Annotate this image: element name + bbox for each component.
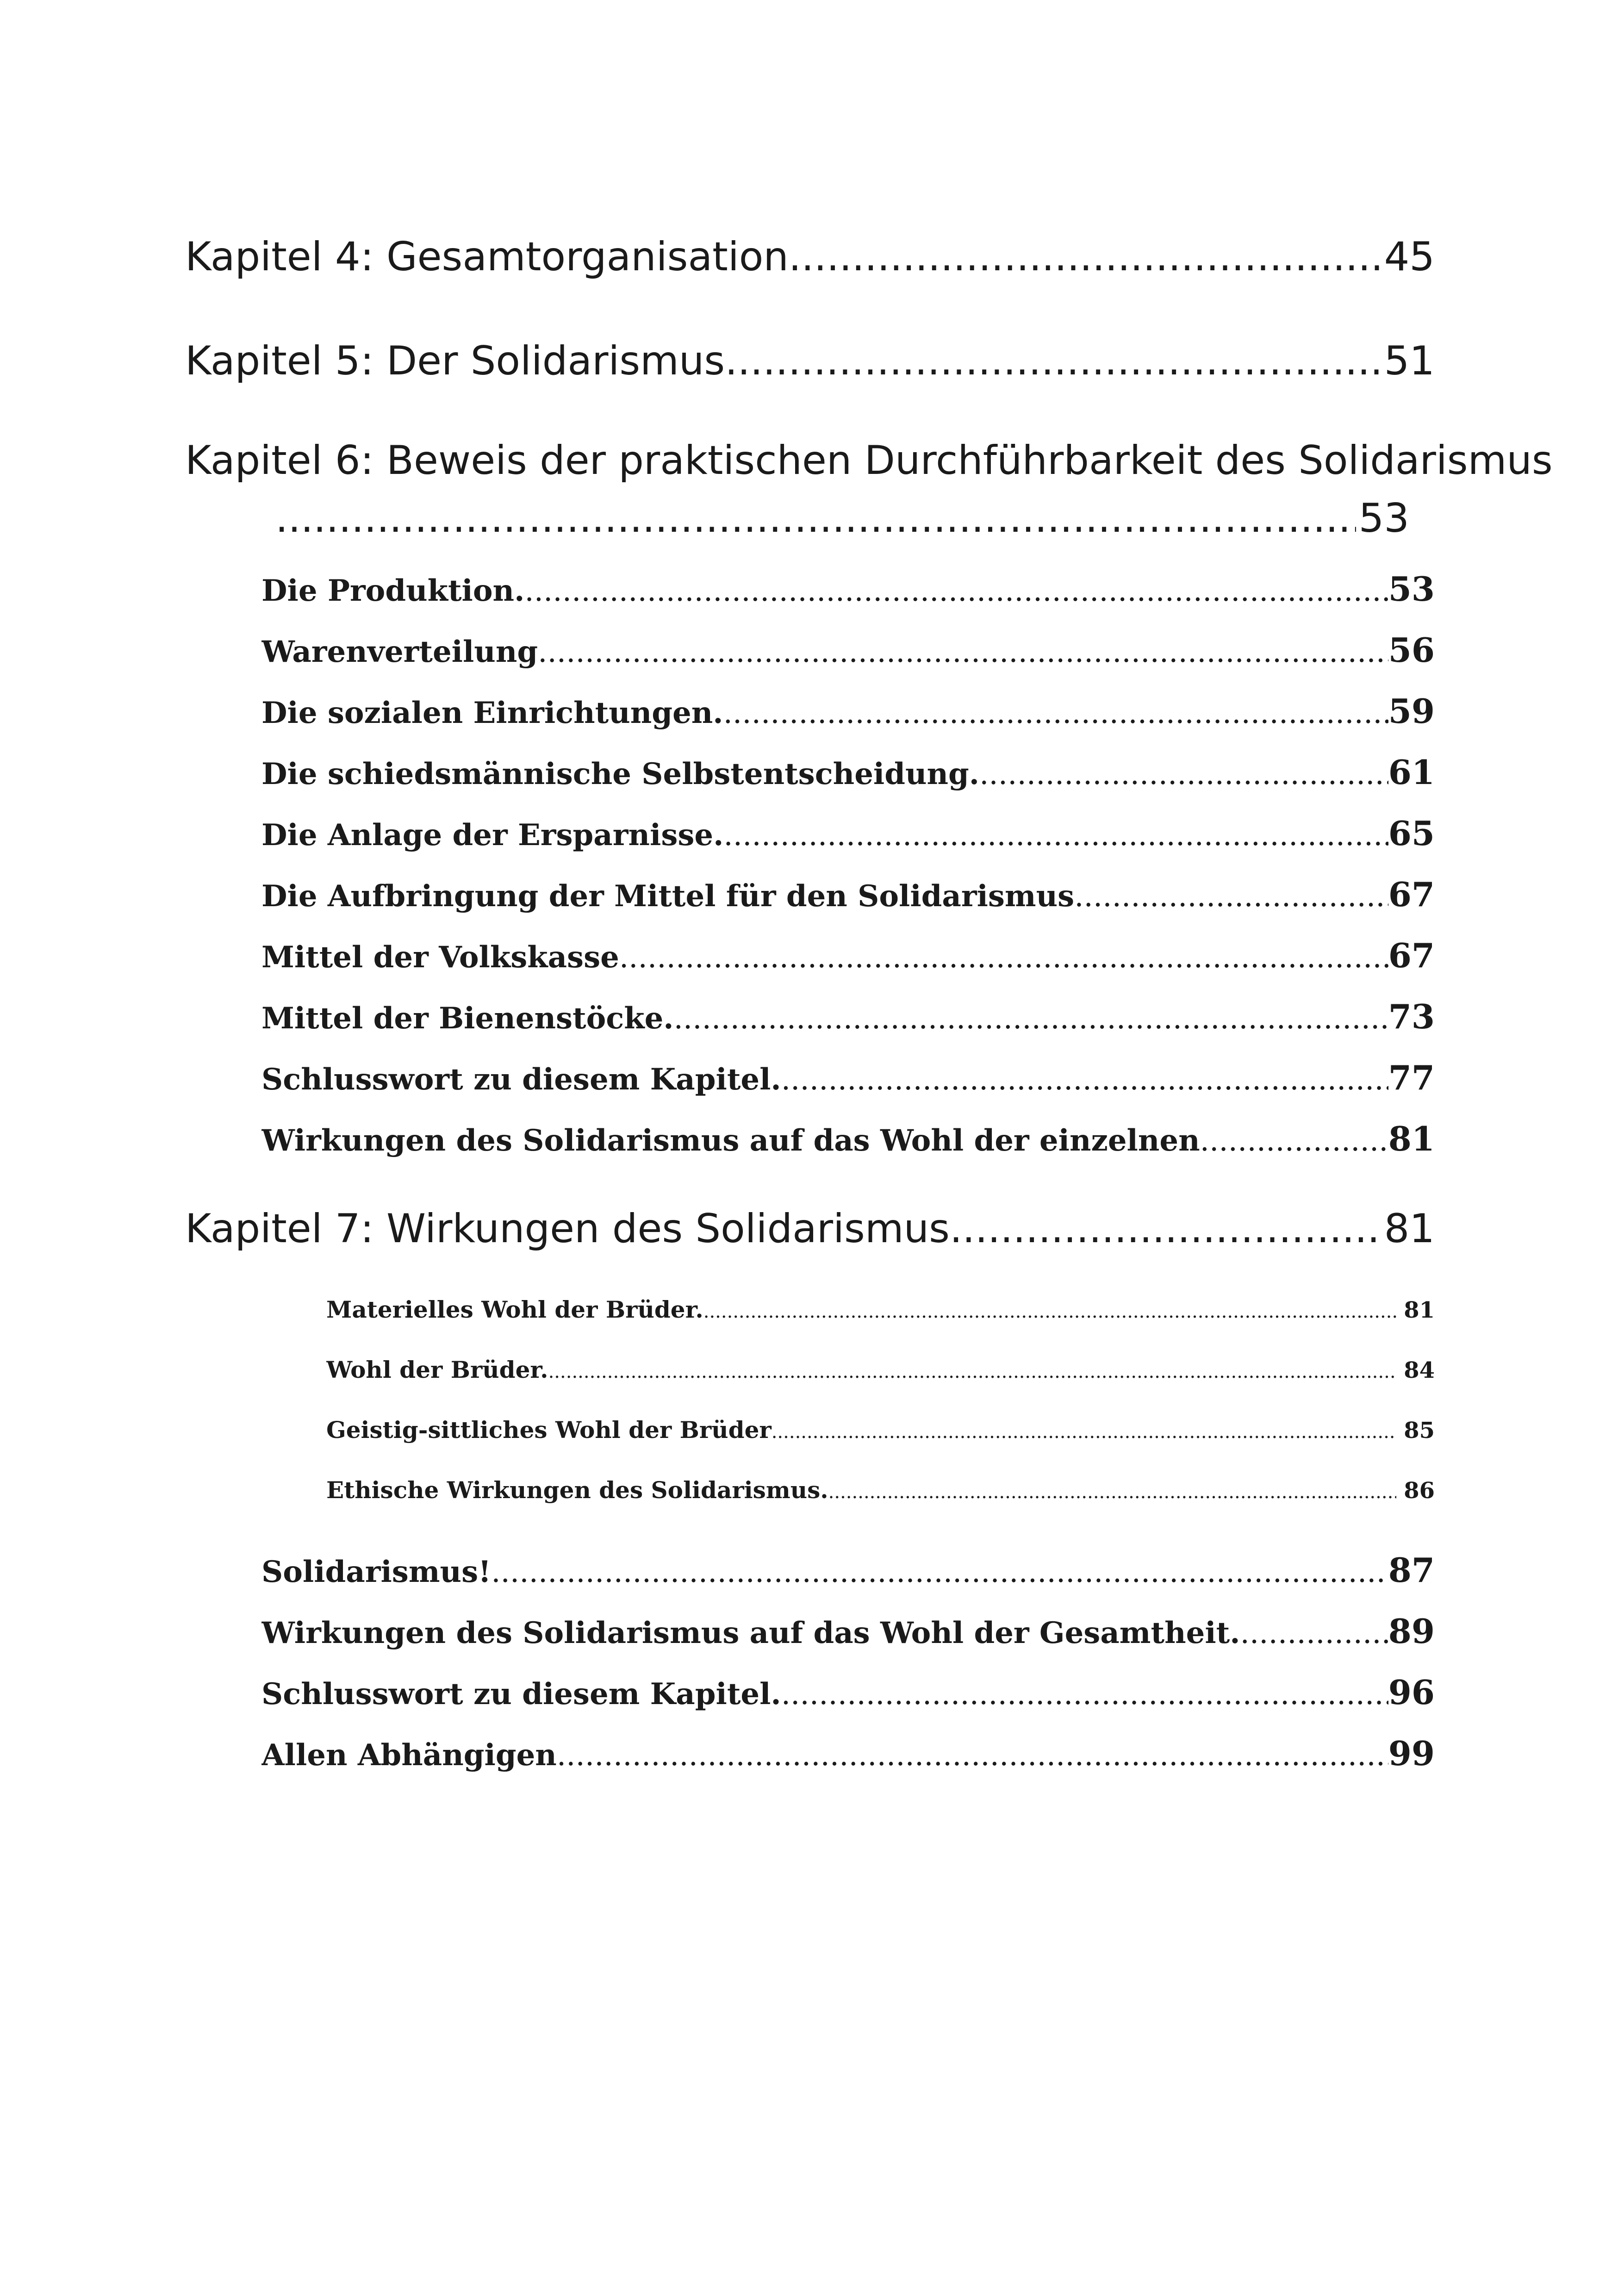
toc-section-page: 99 (1388, 1734, 1435, 1773)
dot-leader (491, 1555, 1388, 1589)
toc-entry-kapitel-6-title[interactable]: Kapitel 6: Beweis der praktischen Durchführbarkeit des Solidarismus (185, 437, 1553, 484)
toc-section-page: 96 (1388, 1673, 1435, 1712)
toc-section-page: 59 (1388, 691, 1435, 731)
toc-section-page: 87 (1388, 1550, 1435, 1590)
dot-leader (723, 696, 1388, 730)
toc-section-page: 77 (1388, 1058, 1435, 1097)
toc-section-page: 73 (1388, 997, 1435, 1036)
toc-section[interactable] (261, 1612, 1435, 1651)
dot-leader (950, 1206, 1382, 1252)
toc-section-title: Die schiedsmännische Selbstentscheidung. (261, 757, 980, 791)
toc-section-page: 53 (1388, 569, 1435, 609)
toc-section-title: Wirkungen des Solidarismus auf das Wohl der Gesamtheit. (261, 1616, 1240, 1650)
toc-section-title: Die sozialen Einrichtungen. (261, 696, 723, 730)
dot-leader (738, 338, 1382, 384)
toc-section[interactable] (261, 1550, 1435, 1590)
dot-leader (275, 495, 1356, 541)
toc-entry-kapitel-7[interactable] (185, 1206, 1435, 1252)
dot-leader (781, 1677, 1388, 1711)
toc-section-title: Wirkungen des Solidarismus auf das Wohl der einzelnen (261, 1123, 1200, 1158)
toc-section-page: 81 (1388, 1119, 1435, 1158)
dot-leader (674, 1002, 1388, 1036)
toc-section[interactable] (261, 630, 1435, 670)
toc-section[interactable] (261, 997, 1435, 1036)
toc-subsection-page: 81 (1404, 1297, 1435, 1323)
dot-leader (772, 1421, 1396, 1443)
toc-section-title: Mittel der Bienenstöcke. (261, 1001, 674, 1036)
toc-section[interactable] (261, 1058, 1435, 1097)
toc-section-title: Die Anlage der Ersparnisse. (261, 818, 724, 852)
dot-leader (1074, 879, 1388, 914)
toc-subsection[interactable] (326, 1476, 1435, 1504)
toc-section[interactable] (261, 1673, 1435, 1712)
toc-entry-kapitel-6[interactable] (275, 495, 1409, 541)
toc-subsection-page: 86 (1404, 1478, 1435, 1504)
toc-subsection-title: Geistig-sittliches Wohl der Brüder (326, 1416, 772, 1444)
dot-leader (781, 1063, 1388, 1097)
toc-section-title: Solidarismus! (261, 1555, 492, 1589)
dot-leader (828, 1481, 1397, 1503)
toc-section-title: Allen Abhängigen (261, 1738, 557, 1773)
toc-subsection-title: Wohl der Brüder. (326, 1356, 548, 1383)
toc-section-title: Schlusswort zu diesem Kapitel. (261, 1677, 781, 1711)
toc-entry-title: Kapitel 4: Gesamtorganisation (185, 234, 789, 280)
toc-section-title: Die Aufbringung der Mittel für den Solidarismus (261, 879, 1075, 914)
toc-section-page: 56 (1388, 630, 1435, 670)
toc-section[interactable] (261, 569, 1435, 609)
toc-section-page: 89 (1388, 1612, 1435, 1651)
toc-entry-page: 51 (1384, 338, 1435, 384)
dot-leader (557, 1738, 1388, 1773)
dot-leader (703, 1301, 1396, 1322)
toc-section-page: 65 (1388, 814, 1435, 853)
toc-section-title: Schlusswort zu diesem Kapitel. (261, 1062, 781, 1097)
toc-subsection[interactable] (326, 1296, 1435, 1323)
dot-leader (538, 635, 1388, 669)
toc-section-page: 67 (1388, 875, 1435, 914)
toc-subsection[interactable] (326, 1416, 1435, 1444)
toc-subsection-title: Materielles Wohl der Brüder. (326, 1296, 703, 1323)
toc-section-title: Warenverteilung (261, 635, 538, 669)
dot-leader (619, 940, 1388, 975)
dot-leader (524, 574, 1388, 608)
toc-subsection-page: 85 (1404, 1418, 1435, 1444)
toc-entry-title: Kapitel 7: Wirkungen des Solidarismus (185, 1206, 950, 1252)
toc-section-page: 67 (1388, 936, 1435, 975)
dot-leader (1200, 1124, 1388, 1158)
dot-leader (548, 1361, 1397, 1382)
toc-section[interactable] (261, 1734, 1435, 1773)
toc-subsection[interactable] (326, 1356, 1435, 1383)
toc-section-title: Mittel der Volkskasse (261, 940, 619, 975)
toc-section-page: 61 (1388, 753, 1435, 792)
toc-entry-page: 53 (1358, 495, 1409, 541)
toc-entry-title: Kapitel 5: Der Solidarismus. (185, 338, 738, 384)
toc-section-title: Die Produktion. (261, 573, 525, 608)
toc-section[interactable] (261, 753, 1435, 792)
dot-leader (1240, 1616, 1388, 1650)
toc-entry-kapitel-4[interactable] (185, 234, 1435, 280)
toc-section[interactable] (261, 814, 1435, 853)
dot-leader (723, 818, 1388, 852)
toc-subsection-title: Ethische Wirkungen des Solidarismus. (326, 1476, 828, 1504)
toc-subsection-page: 84 (1404, 1357, 1435, 1383)
toc-section[interactable] (261, 691, 1435, 731)
toc-section[interactable] (261, 1119, 1435, 1158)
toc-entry-page: 81 (1384, 1206, 1435, 1252)
dot-leader (789, 234, 1382, 280)
toc-entry-kapitel-5[interactable] (185, 338, 1435, 384)
toc-section[interactable] (261, 875, 1435, 914)
dot-leader (979, 757, 1388, 791)
toc-entry-page: 45 (1384, 234, 1435, 280)
toc-section[interactable] (261, 936, 1435, 975)
